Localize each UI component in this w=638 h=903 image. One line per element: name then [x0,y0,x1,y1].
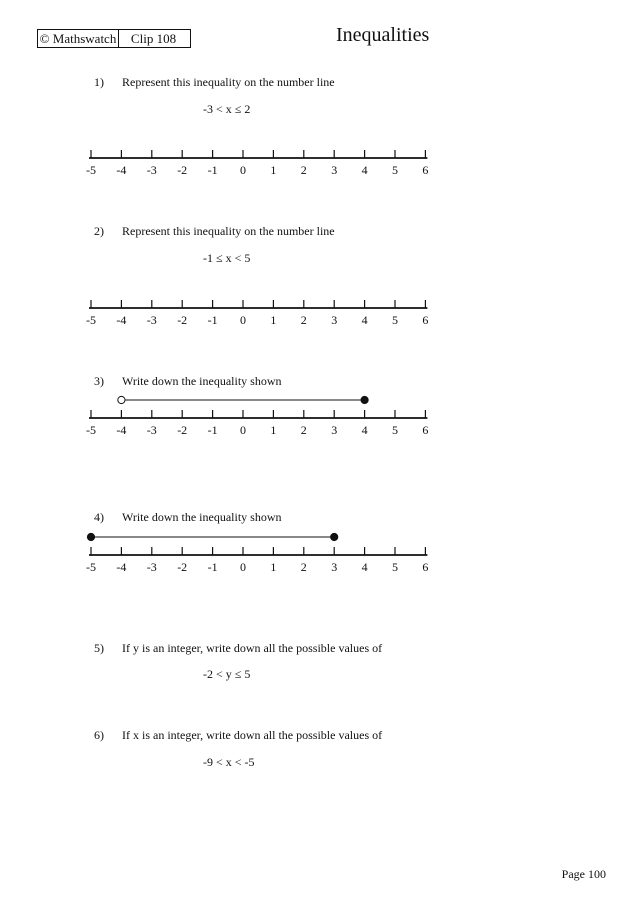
tick-label: -5 [86,163,96,177]
question-4-text: Write down the inequality shown [122,510,282,524]
question-2-text: Represent this inequality on the number line [122,224,335,238]
tick-label: 1 [270,313,277,327]
number-line-2[interactable] [0,280,638,350]
tick-label: 3 [331,313,338,327]
tick-label: 6 [422,560,429,574]
question-2-inequality: -1 ≤ x < 5 [203,251,251,265]
tick-label: 4 [361,560,368,574]
number-line-3 [0,390,638,460]
open-endpoint [118,396,125,403]
question-3-number: 3) [94,374,104,388]
tick-label: 4 [361,163,368,177]
tick-label: 2 [300,313,307,327]
question-4-number: 4) [94,510,104,524]
tick-label: -1 [207,560,218,574]
copyright-label: © Mathswatch [37,29,119,48]
tick-label: 4 [361,423,368,437]
tick-label: -1 [207,163,218,177]
question-1-text: Represent this inequality on the number line [122,75,335,89]
question-1-inequality: -3 < x ≤ 2 [203,102,251,116]
tick-label: 3 [331,163,338,177]
tick-label: 6 [422,163,429,177]
tick-label: -1 [207,423,218,437]
question-5-text: If y is an integer, write down all the possible values of [122,641,383,655]
tick-label: 0 [240,163,246,177]
page-number: Page 100 [561,867,606,881]
question-5-inequality: -2 < y ≤ 5 [203,667,251,681]
tick-label: -2 [177,163,188,177]
question-6-inequality: -9 < x < -5 [203,755,255,769]
tick-label: -3 [146,313,157,327]
tick-label: 4 [361,313,368,327]
closed-endpoint [361,396,368,403]
tick-label: 1 [270,163,277,177]
tick-label: -1 [207,313,218,327]
tick-label: 1 [270,423,277,437]
tick-label: -3 [146,560,157,574]
question-6-text: If x is an integer, write down all the possible values of [122,728,383,742]
tick-label: -4 [116,313,127,327]
tick-label: 0 [240,313,246,327]
question-1-number: 1) [94,75,104,89]
closed-endpoint [331,533,338,540]
tick-label: 5 [392,163,398,177]
clip-label: Clip 108 [117,29,191,48]
tick-label: 5 [392,423,398,437]
question-5-number: 5) [94,641,104,655]
tick-label: 0 [240,560,246,574]
tick-label: -2 [177,313,188,327]
question-3-text: Write down the inequality shown [122,374,282,388]
tick-label: 0 [240,423,246,437]
tick-label: 1 [270,560,277,574]
number-line-1[interactable] [0,130,638,200]
tick-label: -3 [146,163,157,177]
tick-label: -5 [86,423,96,437]
page-title: Inequalities [336,24,430,46]
question-2-number: 2) [94,224,104,238]
tick-label: -2 [177,423,188,437]
tick-label: -4 [116,163,127,177]
tick-label: 3 [331,560,338,574]
tick-label: -5 [86,560,96,574]
tick-label: 6 [422,423,429,437]
tick-label: 2 [300,560,307,574]
tick-label: 6 [422,313,429,327]
number-line-4 [0,527,638,597]
tick-label: 2 [300,423,307,437]
tick-label: 2 [300,163,307,177]
tick-label: -4 [116,423,127,437]
tick-label: -3 [146,423,157,437]
tick-label: 5 [392,313,398,327]
tick-label: -5 [86,313,96,327]
tick-label: 3 [331,423,338,437]
tick-label: 5 [392,560,398,574]
question-6-number: 6) [94,728,104,742]
tick-label: -4 [116,560,127,574]
tick-label: -2 [177,560,188,574]
closed-endpoint [87,533,94,540]
